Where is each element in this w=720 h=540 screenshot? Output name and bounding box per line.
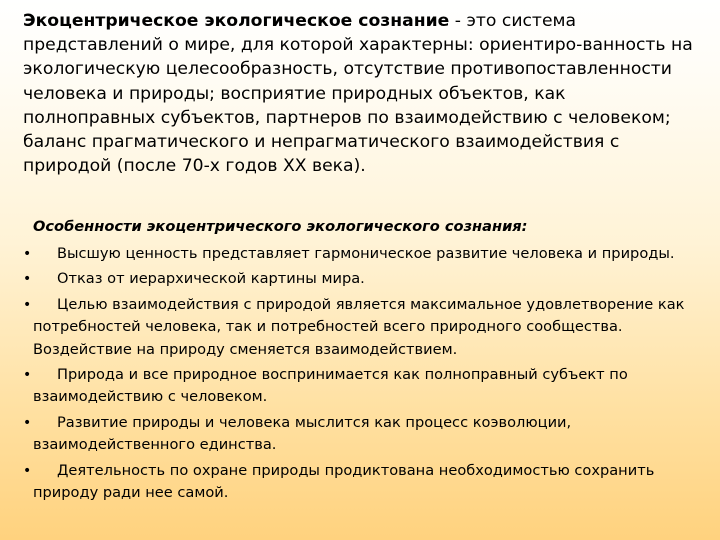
bullet-icon: • [23,246,32,262]
bullet-icon: • [23,271,32,288]
list-item [23,243,703,265]
bullet-icon: • [23,462,32,479]
bullet-icon: • [23,367,32,384]
list-item-text: Природа и все природное воспринимается как полноправный субъект по взаимодействию с человеком. [33,366,628,406]
list-item [23,268,703,290]
list-item-text: Деятельность по охране природы продиктована необходимостью сохранить природу ради нее самой. [33,461,655,502]
bullet-icon: • [23,296,32,313]
features-list [23,243,703,507]
list-item [23,364,703,409]
list-item-text: Высшую ценность представляет гармоническое развитие человека и природы. [57,245,675,262]
intro-paragraph [23,9,703,178]
list-item-text: Целью взаимодействия с природой является максимальное удовлетворение как потребностей человека, так и потребностей всего природного сообщества. Воздействие на природу сменяется взаимодействием. [33,295,685,358]
list-item [23,412,703,457]
intro-definition: - это система представлений о мире, для которой характерны: ориентиро-ванность на экологическую целесообразность, отсутствие противопоставленности человека и природы; восприятие природных объектов, как полноправных субъектов, партнеров по взаимодействию с человеком; баланс прагматического и непрагматического взаимодействия с природой (после 70-х годов XX века). [23,11,693,177]
list-item-text: Развитие природы и человека мыслится как процесс коэволюции, взаимодейственного единства. [33,413,572,454]
bullet-icon: • [23,414,32,431]
list-item-text: Отказ от иерархической картины мира. [57,270,365,288]
list-item [23,460,703,505]
list-item [23,294,703,361]
features-heading: Особенности экоцентрического экологического сознания: [33,218,528,235]
intro-term: Экоцентрическое экологическое сознание [23,11,450,31]
